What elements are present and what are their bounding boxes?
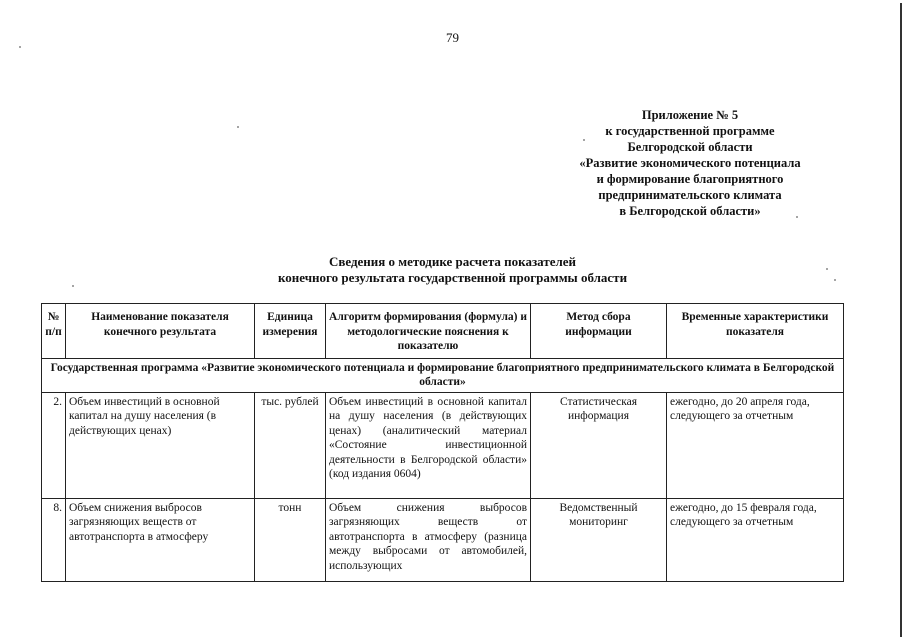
table-row (42, 498, 844, 581)
scan-speck (237, 126, 239, 128)
scan-speck (826, 268, 828, 270)
scan-speck (834, 279, 836, 281)
indicators-table (41, 303, 844, 582)
cell-timing: ежегодно, до 15 февраля года, следующего за отчетным (667, 498, 844, 581)
appendix-block (540, 107, 840, 219)
scan-speck (72, 285, 74, 287)
appendix-line: к государственной программе (605, 124, 775, 138)
document-title (0, 254, 905, 286)
cell-num: 8. (42, 498, 66, 581)
section-title: Государственная программа «Развитие экономического потенциала и формирование благоприятного предпринимательского климата в Белгородской области» (42, 358, 844, 392)
cell-name: Объем инвестиций в основной капитал на душу населения (в действующих ценах) (66, 392, 255, 498)
cell-unit: тыс. рублей (255, 392, 326, 498)
appendix-line: и формирование благоприятного (596, 172, 784, 186)
header-unit: Единица измерения (255, 304, 326, 359)
appendix-line: «Развитие экономического потенциала (579, 156, 801, 170)
section-row (42, 358, 844, 392)
cell-method: Ведомственный мониторинг (531, 498, 667, 581)
appendix-line: в Белгородской области» (619, 204, 761, 218)
table-row (42, 392, 844, 498)
table-header-row (42, 304, 844, 359)
page-number: 79 (446, 30, 459, 45)
appendix-line: Белгородской области (627, 140, 753, 154)
scan-speck (583, 139, 585, 141)
cell-unit: тонн (255, 498, 326, 581)
header-method: Метод сбора информации (531, 304, 667, 359)
scan-speck (796, 216, 798, 218)
header-num: № п/п (42, 304, 66, 359)
scan-speck (19, 46, 21, 48)
title-line-2: конечного результата государственной программы области (277, 270, 628, 285)
appendix-line: предпринимательского климата (598, 188, 782, 202)
cell-algorithm: Объем снижения выбросов загрязняющих веществ от автотранспорта в атмосферу (разница между выбросами от автомобилей, использующих (326, 498, 531, 581)
cell-num: 2. (42, 392, 66, 498)
cell-timing: ежегодно, до 20 апреля года, следующего за отчетным (667, 392, 844, 498)
cell-method: Статистическая информация (531, 392, 667, 498)
title-line-1: Сведения о методике расчета показателей (328, 254, 577, 269)
cell-name: Объем снижения выбросов загрязняющих веществ от автотранспорта в атмосферу (66, 498, 255, 581)
appendix-line: Приложение № 5 (641, 108, 739, 122)
header-algorithm: Алгоритм формирования (формула) и методологические пояснения к показателю (326, 304, 531, 359)
cell-algorithm: Объем инвестиций в основной капитал на душу населения (в действующих ценах) (аналитический материал «Состояние инвестиционной деятельности в Белгородской области» (код издания 0604) (326, 392, 531, 498)
header-name: Наименование показателя конечного результата (66, 304, 255, 359)
header-timing: Временные характеристики показателя (667, 304, 844, 359)
